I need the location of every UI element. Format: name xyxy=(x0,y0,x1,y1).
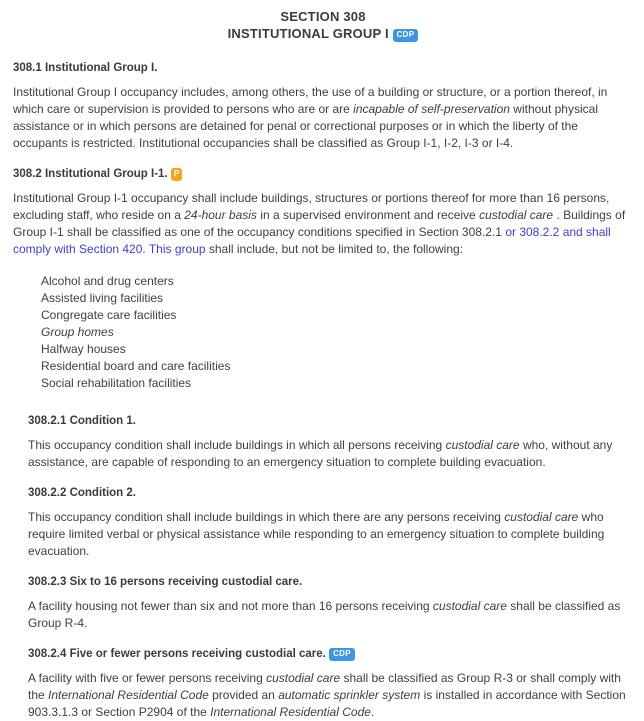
cdp-badge[interactable]: CDP xyxy=(329,648,355,661)
text-run: in a supervised environment and receive xyxy=(256,208,480,222)
text-run: This occupancy condition shall include buildings in which all persons receiving xyxy=(28,438,446,452)
list-item: Alcohol and drug centers xyxy=(41,274,174,288)
text-run: without physical assistance or in which persons are detained for penal or correctional purposes or in which the liberty of the occupants is restricted. Institutional occupancies shall be classified as Group I-1, I-2, I-3 or I-4. xyxy=(13,102,598,150)
text-run: custodial care xyxy=(432,599,507,613)
occupancy-examples-list xyxy=(41,273,633,392)
section-heading-308-1: 308.1 Institutional Group I. xyxy=(13,62,158,74)
subsections-group xyxy=(28,414,633,721)
section-name-title xyxy=(13,25,633,42)
text-run: who require limited verbal or physical assistance while responding to an emergency situation to complete building evacuation. xyxy=(28,510,605,558)
text-run: A facility housing not fewer than six and not more than 16 persons receiving xyxy=(28,599,433,613)
section-308-2-2 xyxy=(28,486,633,560)
section-heading-308-2-2: 308.2.2 Condition 2. xyxy=(28,487,136,499)
list-item: Residential board and care facilities xyxy=(41,359,231,373)
section-name-text: INSTITUTIONAL GROUP I xyxy=(227,26,389,41)
text-run: . Buildings of Group I-1 shall be classified as one of the occupancy conditions specified in Section 308.2.1 xyxy=(13,208,626,239)
section-paragraph-308-2-3 xyxy=(28,598,633,632)
section-number-title: SECTION 308 xyxy=(280,9,366,24)
text-run: International Residential Code xyxy=(210,705,371,719)
list-item: Halfway houses xyxy=(41,342,126,356)
text-run: custodial care xyxy=(445,438,520,452)
section-paragraph-308-2-2 xyxy=(28,509,633,560)
section-heading-text-308-2: 308.2 Institutional Group I-1. xyxy=(13,168,168,180)
list-item: Group homes xyxy=(41,325,114,339)
text-run: custodial care xyxy=(504,510,579,524)
section-308-2 xyxy=(13,167,633,392)
text-run: 24-hour basis xyxy=(184,208,257,222)
section-heading-308-2-4 xyxy=(28,647,633,661)
section-paragraph-308-2-1 xyxy=(28,437,633,471)
list-item: Congregate care facilities xyxy=(41,308,177,322)
text-run: provided an xyxy=(208,688,279,702)
text-run: who, without any assistance, are capable of responding to an emergency situation to complete building evacuation. xyxy=(28,438,613,469)
text-run: This occupancy condition shall include buildings in which there are any persons receiving xyxy=(28,510,505,524)
text-run: is installed in accordance with Section 903.3.1.3 or Section P2904 of the xyxy=(28,688,626,719)
text-run: shall be classified as Group R-4. xyxy=(28,599,621,630)
text-run: shall include, but not be limited to, the following: xyxy=(205,242,464,256)
section-paragraph-308-2 xyxy=(13,190,633,258)
cdp-badge[interactable]: CDP xyxy=(393,29,419,42)
text-run: . xyxy=(370,705,375,719)
text-run: incapable of self-preservation xyxy=(353,102,510,116)
inline-link[interactable]: or 308.2.2 and shall comply with Section 420. This group xyxy=(13,225,611,256)
section-heading-308-2 xyxy=(13,167,633,181)
text-run: International Residential Code xyxy=(48,688,209,702)
section-308-1 xyxy=(13,61,633,152)
section-heading-308-2-1: 308.2.1 Condition 1. xyxy=(28,415,136,427)
text-run: custodial care xyxy=(266,671,341,685)
text-run: A facility with five or fewer persons receiving xyxy=(28,671,267,685)
premium-badge[interactable]: P xyxy=(171,168,182,181)
text-run: Institutional Group I-1 occupancy shall include buildings, structures or portions thereof for more than 16 persons, excluding staff, who reside on a xyxy=(13,191,610,222)
text-run: shall be classified as Group R-3 or shall comply with the xyxy=(28,671,621,702)
section-308-2-1 xyxy=(28,414,633,471)
section-308-2-4 xyxy=(28,647,633,721)
section-heading-text-308-2-4: 308.2.4 Five or fewer persons receiving custodial care. xyxy=(28,648,326,660)
section-heading-308-2-3: 308.2.3 Six to 16 persons receiving custodial care. xyxy=(28,576,303,588)
text-run: custodial care xyxy=(479,208,554,222)
section-header xyxy=(13,8,633,42)
list-item: Social rehabilitation facilities xyxy=(41,376,192,390)
list-item: Assisted living facilities xyxy=(41,291,164,305)
section-paragraph-308-1 xyxy=(13,84,633,152)
text-run: automatic sprinkler system xyxy=(278,688,421,702)
section-paragraph-308-2-4 xyxy=(28,670,633,721)
section-308-2-3 xyxy=(28,575,633,632)
text-run: Institutional Group I occupancy includes, among others, the use of a building or structure, or a portion thereof, in which care or supervision is provided to persons who are or are xyxy=(13,85,608,116)
